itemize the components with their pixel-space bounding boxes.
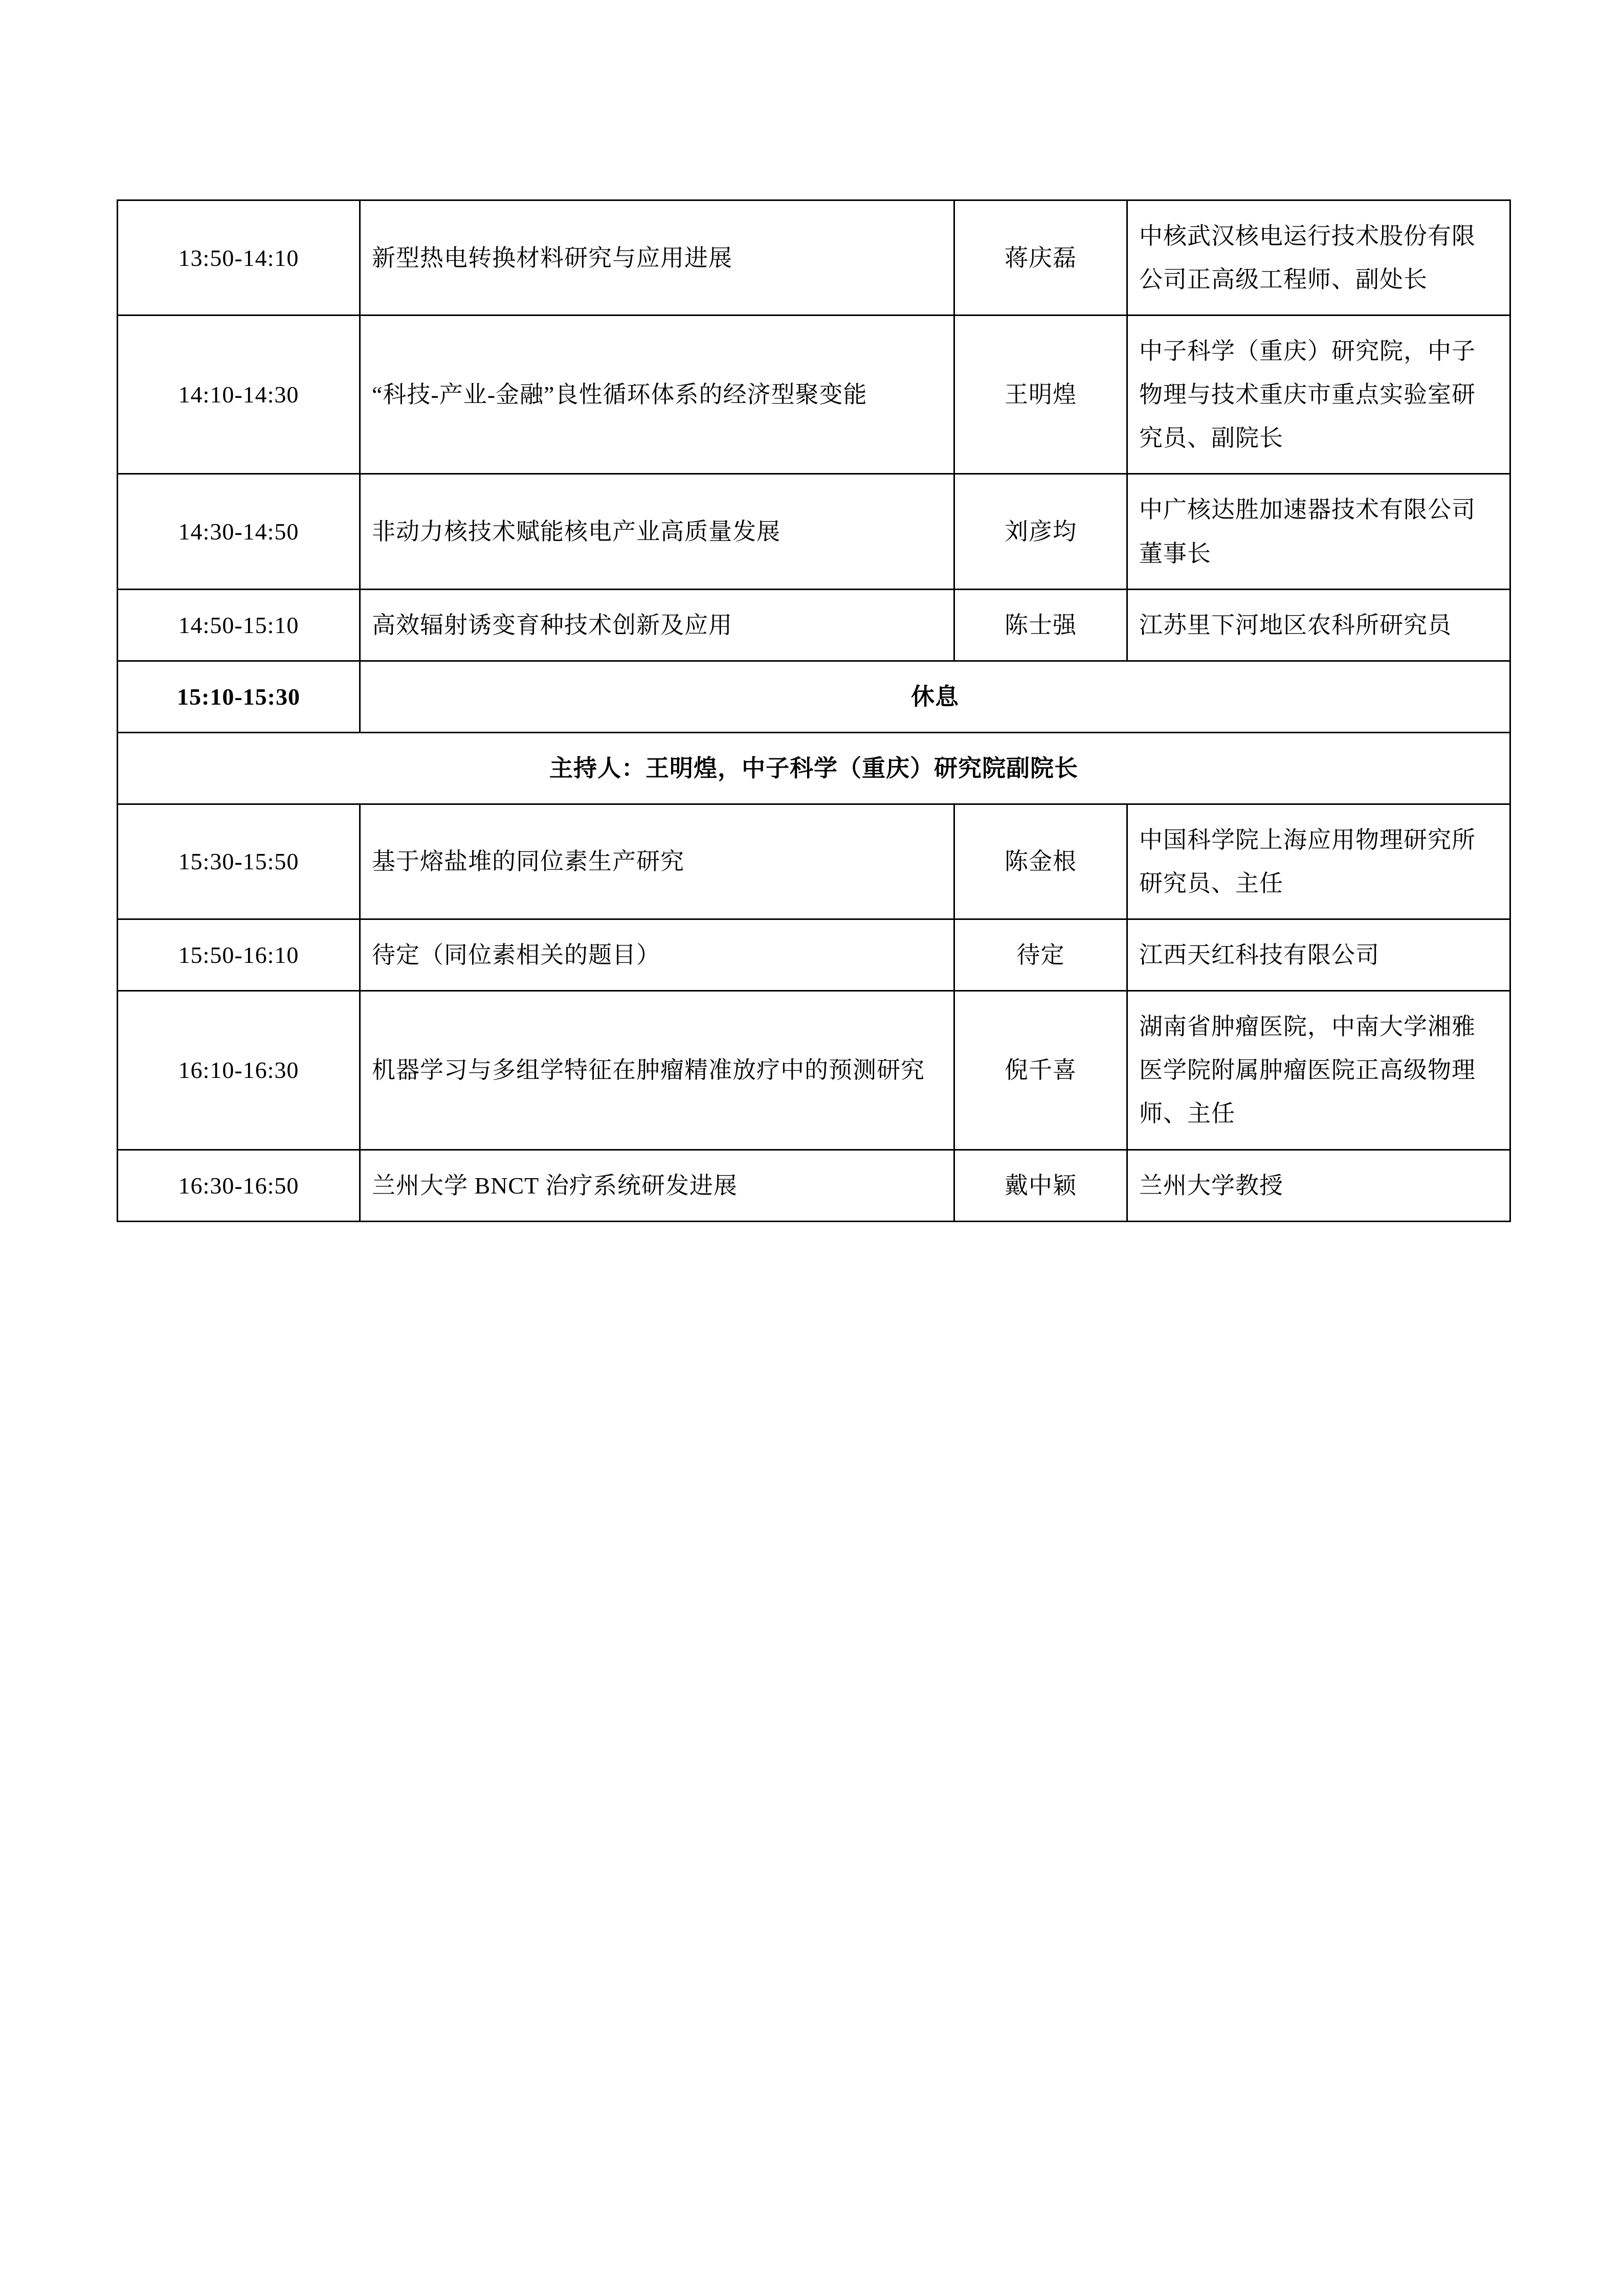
agenda-table <box>117 199 1511 1222</box>
row-affiliation: 湖南省肿瘤医院，中南大学湘雅医学院附属肿瘤医院正高级物理师、主任 <box>1127 991 1510 1150</box>
break-label: 休息 <box>360 661 1510 732</box>
row-affiliation: 江西天红科技有限公司 <box>1127 919 1510 991</box>
row-time: 14:50-15:10 <box>118 589 360 661</box>
table-row <box>118 991 1510 1150</box>
row-time: 15:50-16:10 <box>118 919 360 991</box>
row-speaker: 刘彦均 <box>954 474 1127 589</box>
row-time: 16:10-16:30 <box>118 991 360 1150</box>
row-topic: 新型热电转换材料研究与应用进展 <box>360 200 954 316</box>
row-time: 13:50-14:10 <box>118 200 360 316</box>
row-affiliation: 中核武汉核电运行技术股份有限公司正高级工程师、副处长 <box>1127 200 1510 316</box>
row-affiliation: 江苏里下河地区农科所研究员 <box>1127 589 1510 661</box>
row-speaker: 蒋庆磊 <box>954 200 1127 316</box>
row-time: 15:10-15:30 <box>118 661 360 732</box>
row-speaker: 陈士强 <box>954 589 1127 661</box>
row-affiliation: 中广核达胜加速器技术有限公司董事长 <box>1127 474 1510 589</box>
table-row <box>118 1150 1510 1221</box>
row-speaker: 戴中颖 <box>954 1150 1127 1221</box>
table-row <box>118 919 1510 991</box>
row-affiliation: 兰州大学教授 <box>1127 1150 1510 1221</box>
row-affiliation: 中子科学（重庆）研究院，中子物理与技术重庆市重点实验室研究员、副院长 <box>1127 316 1510 474</box>
table-row <box>118 474 1510 589</box>
row-time: 15:30-15:50 <box>118 804 360 919</box>
table-row-host <box>118 732 1510 804</box>
row-topic: 基于熔盐堆的同位素生产研究 <box>360 804 954 919</box>
agenda-table-container <box>117 199 1509 1222</box>
host-label: 主持人：王明煌，中子科学（重庆）研究院副院长 <box>118 732 1510 804</box>
row-affiliation: 中国科学院上海应用物理研究所研究员、主任 <box>1127 804 1510 919</box>
row-topic: 机器学习与多组学特征在肿瘤精准放疗中的预测研究 <box>360 991 954 1150</box>
row-speaker: 倪千喜 <box>954 991 1127 1150</box>
row-speaker: 待定 <box>954 919 1127 991</box>
row-topic: “科技-产业-金融”良性循环体系的经济型聚变能 <box>360 316 954 474</box>
table-row <box>118 200 1510 316</box>
row-time: 14:30-14:50 <box>118 474 360 589</box>
table-row <box>118 589 1510 661</box>
row-time: 16:30-16:50 <box>118 1150 360 1221</box>
row-speaker: 王明煌 <box>954 316 1127 474</box>
table-row <box>118 804 1510 919</box>
row-topic: 高效辐射诱变育种技术创新及应用 <box>360 589 954 661</box>
table-row-break <box>118 661 1510 732</box>
row-topic: 兰州大学 BNCT 治疗系统研发进展 <box>360 1150 954 1221</box>
row-time: 14:10-14:30 <box>118 316 360 474</box>
row-topic: 非动力核技术赋能核电产业高质量发展 <box>360 474 954 589</box>
table-row <box>118 316 1510 474</box>
row-speaker: 陈金根 <box>954 804 1127 919</box>
row-topic: 待定（同位素相关的题目） <box>360 919 954 991</box>
